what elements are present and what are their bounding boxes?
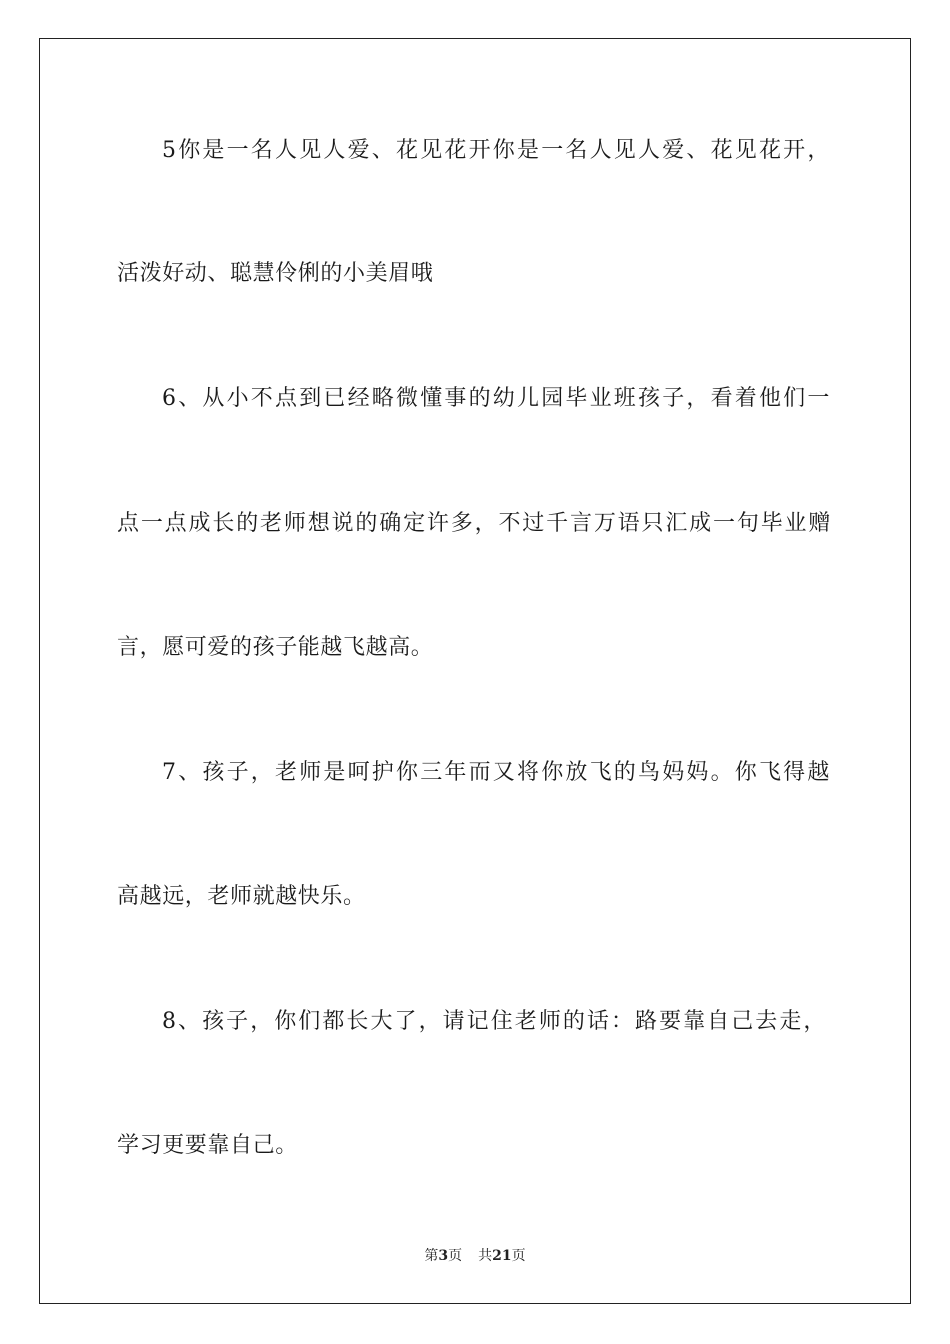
- page-prefix: 第: [424, 1248, 439, 1264]
- page-border: [39, 38, 911, 1304]
- paragraph-7-line-2: 高越远，老师就越快乐。: [117, 884, 366, 909]
- total-suffix: 页: [511, 1248, 526, 1264]
- paragraph-6-line-1: 6、从小不点到已经略微懂事的幼儿园毕业班孩子，看着他们一: [162, 386, 830, 411]
- paragraph-6-line-2: 点一点成长的老师想说的确定许多，不过千言万语只汇成一句毕业赠: [117, 511, 831, 536]
- total-page-number: 21: [492, 1248, 512, 1264]
- total-prefix: 共: [478, 1248, 493, 1264]
- paragraph-8-line-2: 学习更要靠自己。: [117, 1133, 298, 1158]
- page-footer: [0, 1246, 950, 1266]
- current-page-number: 3: [438, 1248, 449, 1264]
- paragraph-8-line-1: 8、孩子，你们都长大了，请记住老师的话：路要靠自己去走，: [162, 1009, 826, 1034]
- paragraph-7-line-1: 7、孩子，老师是呵护你三年而又将你放飞的鸟妈妈。你飞得越: [162, 760, 830, 785]
- paragraph-5-line-2: 活泼好动、聪慧伶俐的小美眉哦: [117, 261, 434, 286]
- page-suffix: 页: [448, 1248, 463, 1264]
- paragraph-6-line-3: 言，愿可爱的孩子能越飞越高。: [117, 635, 434, 660]
- paragraph-5-line-1: 5你是一名人见人爱、花见花开你是一名人见人爱、花见花开，: [162, 138, 830, 163]
